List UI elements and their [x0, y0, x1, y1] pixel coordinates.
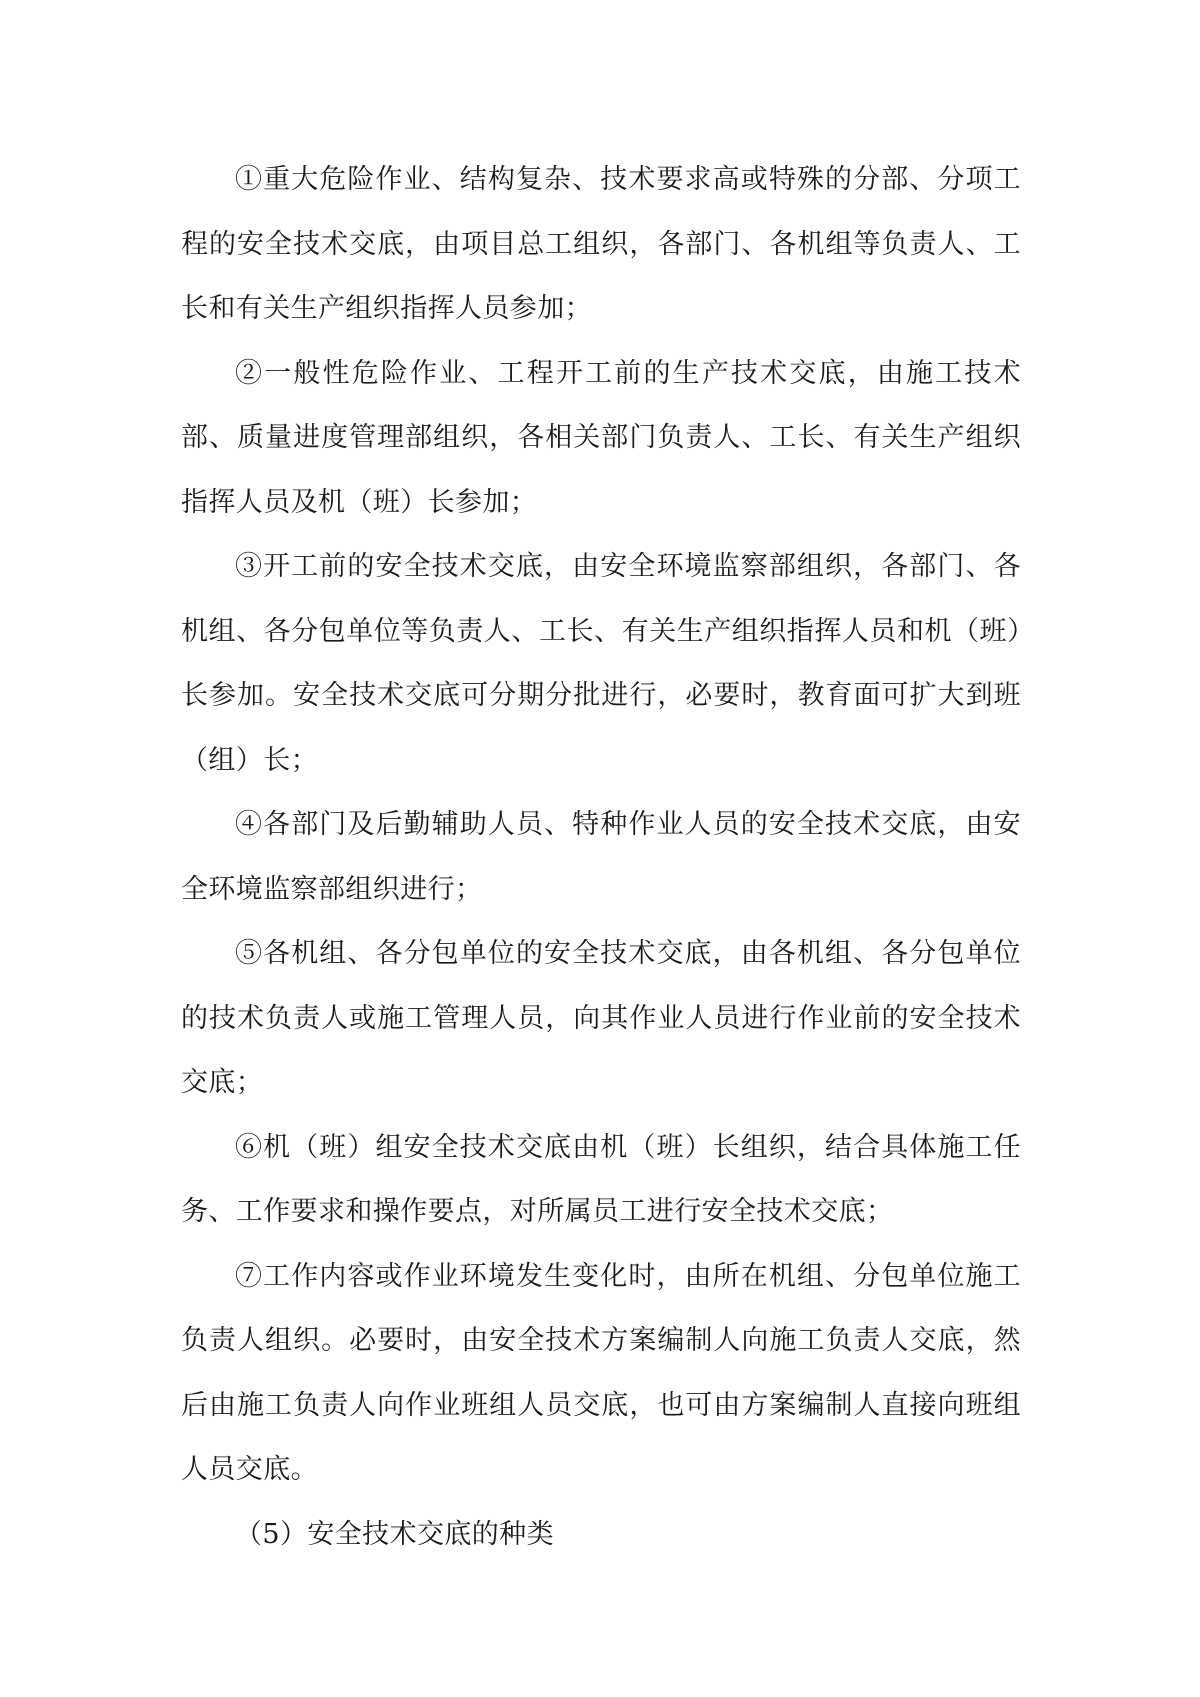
paragraph-5: ⑤各机组、各分包单位的安全技术交底，由各机组、各分包单位的技术负责人或施工管理人员，向其作业人员进行作业前的安全技术交底； — [181, 938, 1021, 1098]
paragraph-6: ⑥机（班）组安全技术交底由机（班）长组织，结合具体施工任务、工作要求和操作要点，对所属员工进行安全技术交底； — [181, 1131, 1021, 1227]
paragraph-3: ③开工前的安全技术交底，由安全环境监察部组织，各部门、各机组、各分包单位等负责人、工长、有关生产组织指挥人员和机（班）长参加。安全技术交底可分期分批进行，必要时，教育面可扩大到班（组）长； — [181, 551, 1021, 776]
paragraph-2: ②一般性危险作业、工程开工前的生产技术交底，由施工技术部、质量进度管理部组织，各相关部门负责人、工长、有关生产组织指挥人员及机（班）长参加； — [181, 357, 1021, 518]
document-body — [181, 148, 1021, 1567]
paragraph-1: ①重大危险作业、结构复杂、技术要求高或特殊的分部、分项工程的安全技术交底，由项目总工组织，各部门、各机组等负责人、工长和有关生产组织指挥人员参加； — [181, 164, 1021, 324]
paragraph-4: ④各部门及后勤辅助人员、特种作业人员的安全技术交底，由安全环境监察部组织进行； — [181, 809, 1021, 905]
section-heading: （5）安全技术交底的种类 — [235, 1518, 554, 1550]
paragraph-7: ⑦工作内容或作业环境发生变化时，由所在机组、分包单位施工负责人组织。必要时，由安全技术方案编制人向施工负责人交底，然后由施工负责人向作业班组人员交底，也可由方案编制人直接向班组人员交底。 — [181, 1260, 1021, 1485]
